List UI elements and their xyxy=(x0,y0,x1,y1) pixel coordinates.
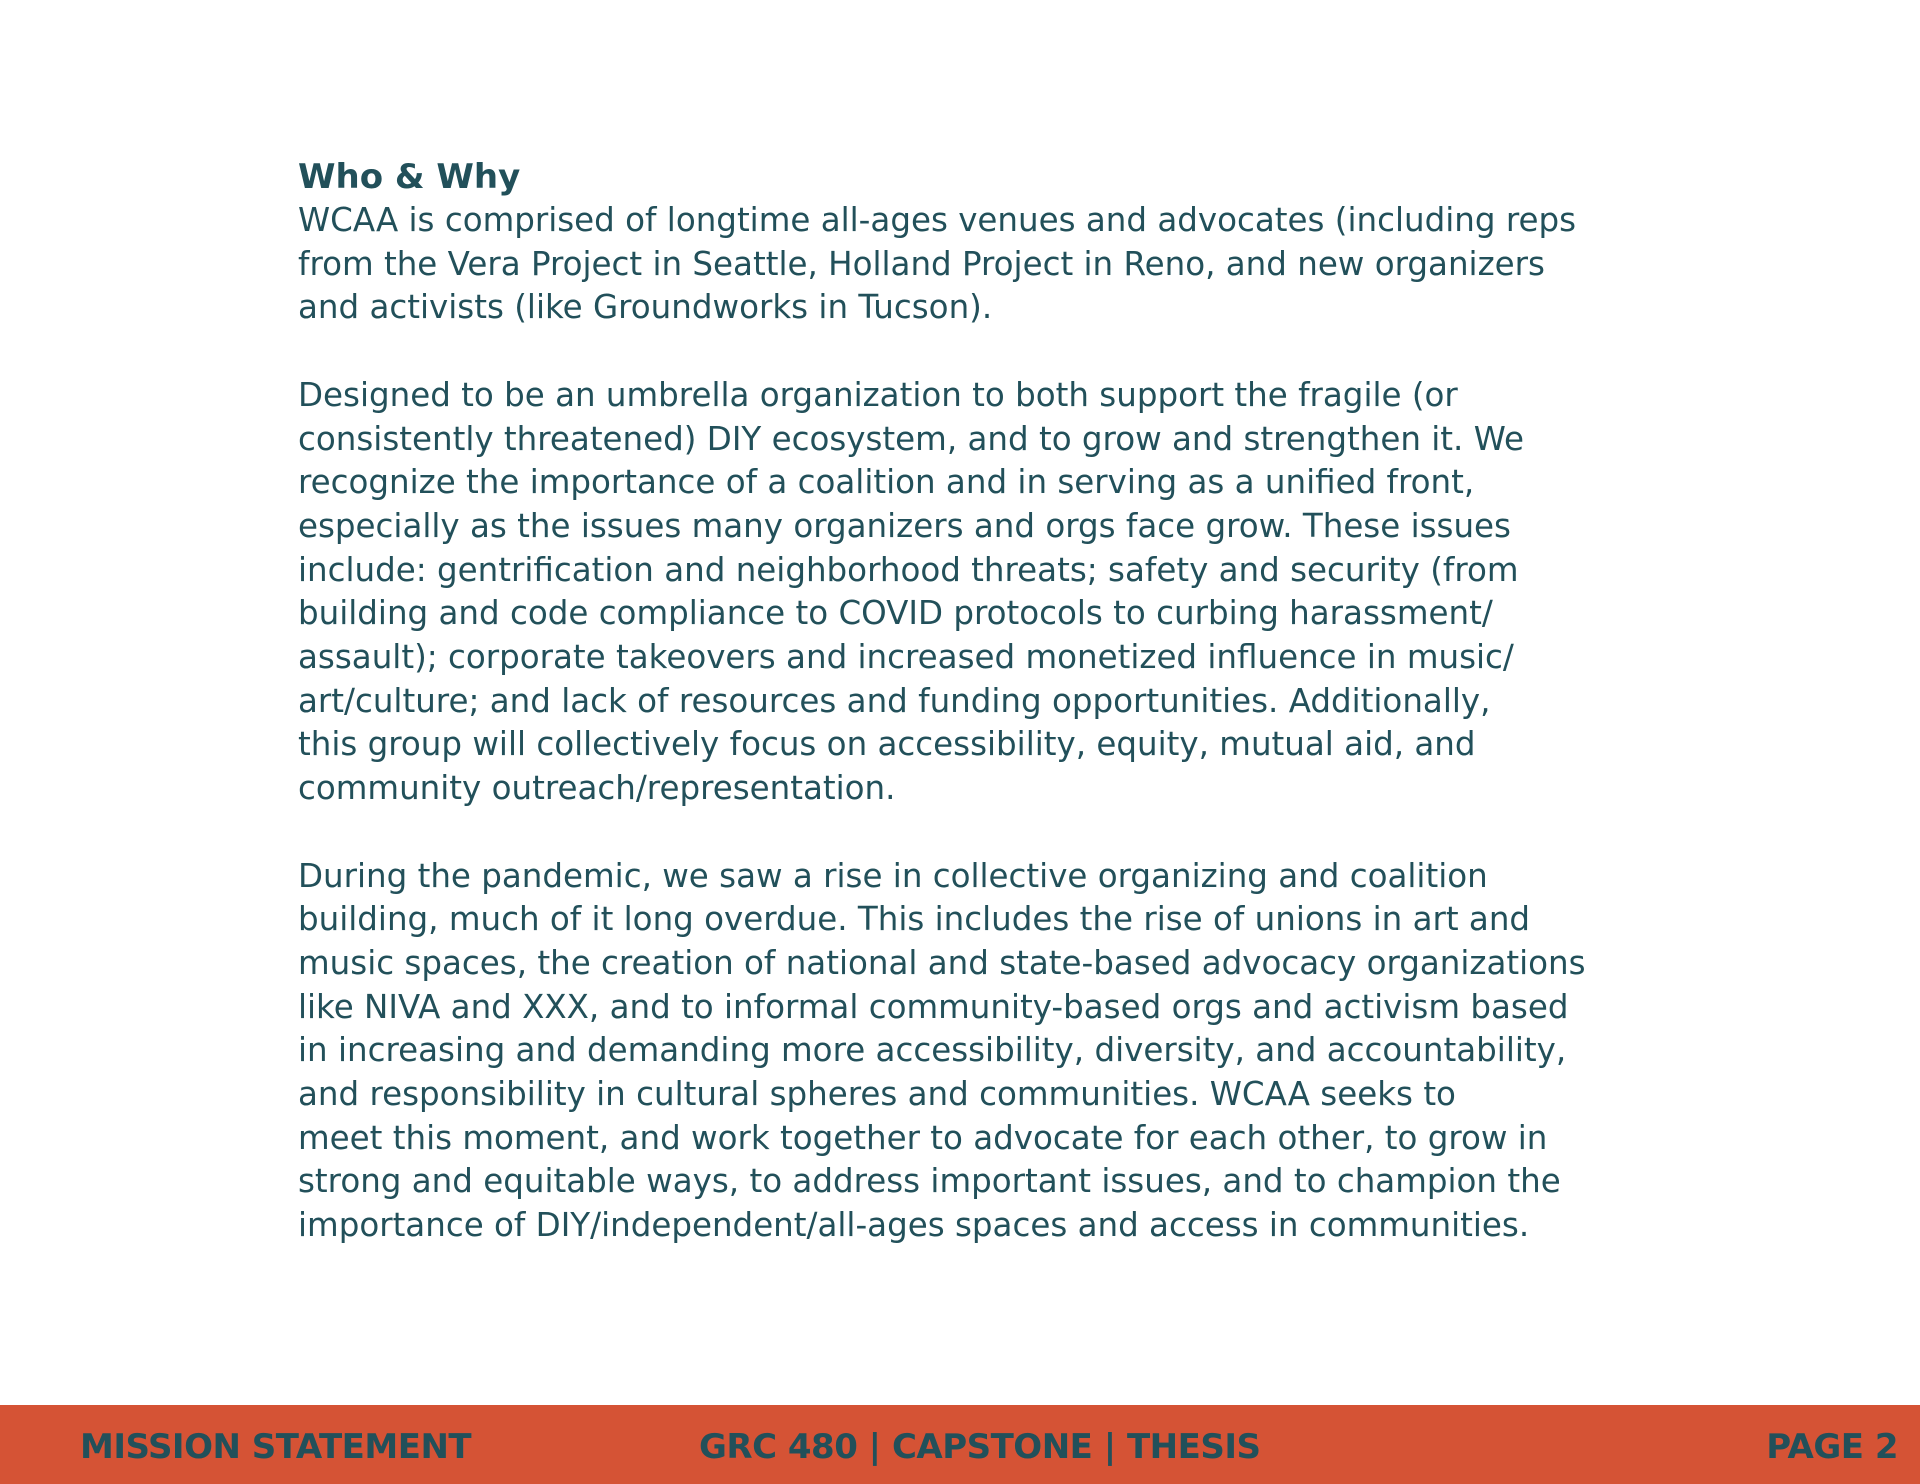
footer-section-title: MISSION STATEMENT xyxy=(80,1427,472,1467)
paragraph-line: from the Vera Project in Seattle, Holland Project in Reno, and new organizers xyxy=(298,244,1545,283)
paragraph-spacer xyxy=(298,811,1658,855)
paragraph-line: music spaces, the creation of national and state-based advocacy organizations xyxy=(298,943,1586,982)
paragraph-line: building, much of it long overdue. This includes the rise of unions in art and xyxy=(298,900,1531,939)
paragraph-line: and activists (like Groundworks in Tucson). xyxy=(298,288,993,327)
paragraph-line: art/culture; and lack of resources and funding opportunities. Additionally, xyxy=(298,681,1491,720)
paragraph-line: especially as the issues many organizers and orgs face grow. These issues xyxy=(298,506,1511,545)
page-footer xyxy=(0,1405,1920,1484)
section-heading: Who & Why xyxy=(298,157,521,197)
paragraph-line: assault); corporate takeovers and increased monetized influence in music/ xyxy=(298,638,1514,677)
paragraph-2 xyxy=(298,374,1658,811)
paragraph-line: in increasing and demanding more accessibility, diversity, and accountability, xyxy=(298,1031,1567,1070)
paragraph-line: and responsibility in cultural spheres and communities. WCAA seeks to xyxy=(298,1075,1456,1114)
paragraph-line: Designed to be an umbrella organization to both support the fragile (or xyxy=(298,375,1458,414)
paragraph-line: WCAA is comprised of longtime all-ages venues and advocates (including reps xyxy=(298,201,1577,239)
paragraph-line: consistently threatened) DIY ecosystem, and to grow and strengthen it. We xyxy=(298,419,1524,458)
paragraph-line: importance of DIY/independent/all-ages spaces and access in communities. xyxy=(298,1206,1530,1245)
paragraph-line: this group will collectively focus on accessibility, equity, mutual aid, and xyxy=(298,725,1476,764)
paragraph-line: meet this moment, and work together to advocate for each other, to grow in xyxy=(298,1118,1548,1157)
footer-page-number: PAGE 2 xyxy=(1766,1427,1898,1467)
paragraph-line: community outreach/representation. xyxy=(298,769,896,808)
paragraph-line: During the pandemic, we saw a rise in collective organizing and coalition xyxy=(298,856,1488,895)
paragraph-line: building and code compliance to COVID protocols to curbing harassment/ xyxy=(298,594,1493,633)
document-body xyxy=(298,155,1658,1248)
paragraph-line: recognize the importance of a coalition and in serving as a unified front, xyxy=(298,463,1475,502)
paragraph-1 xyxy=(298,199,1658,330)
paragraph-spacer xyxy=(298,330,1658,374)
paragraph-line: like NIVA and XXX, and to informal community-based orgs and activism based xyxy=(298,987,1569,1026)
paragraph-line: strong and equitable ways, to address important issues, and to champion the xyxy=(298,1162,1561,1201)
footer-course-title: GRC 480 | CAPSTONE | THESIS xyxy=(699,1427,1261,1467)
paragraph-3 xyxy=(298,855,1658,1248)
paragraph-line: include: gentrification and neighborhood threats; safety and security (from xyxy=(298,550,1519,589)
